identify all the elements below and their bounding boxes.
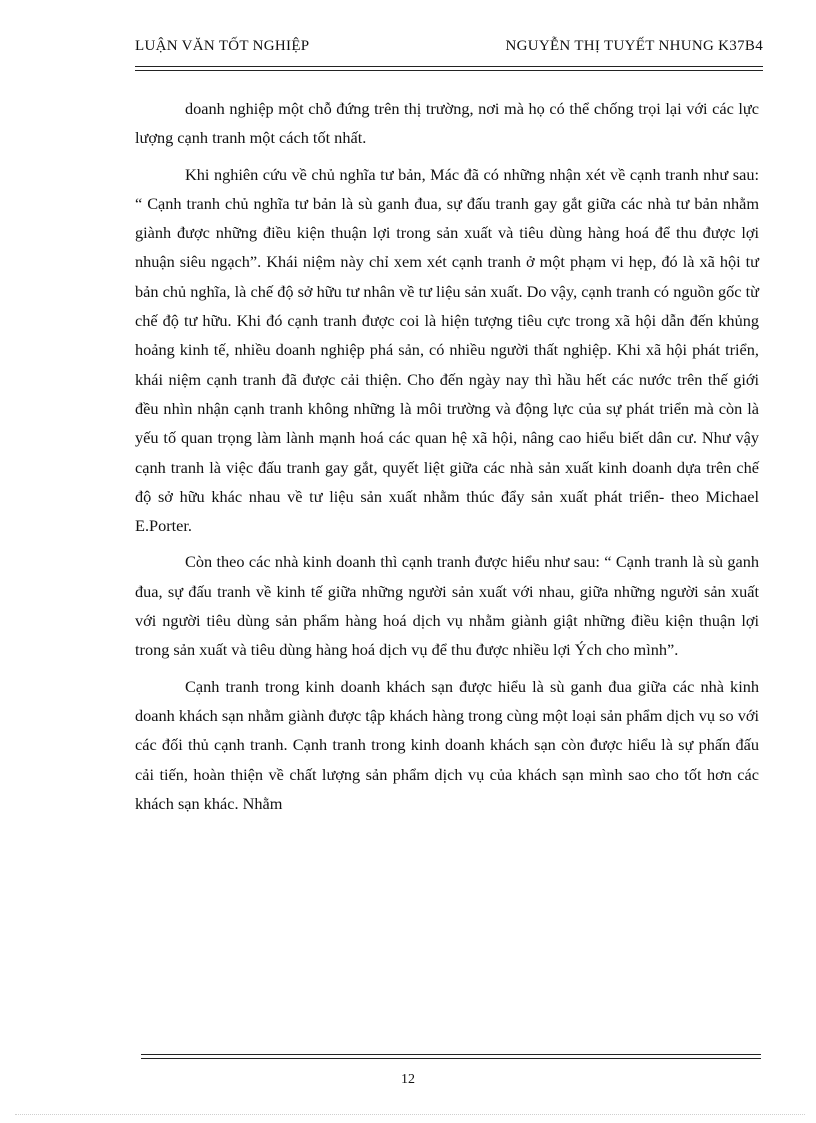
paragraph-4: Cạnh tranh trong kinh doanh khách sạn được hiểu là sù ganh đua giữa các nhà kinh doanh khách sạn nhằm giành được tập khách hàng trong cùng một loại sản phẩm dịch vụ so với các đối thủ cạnh tranh. Cạnh tranh trong kinh doanh khách sạn còn được hiểu là sự phấn đấu cải tiến, hoàn thiện về chất lượng sản phẩm dịch vụ của khách sạn mình sao cho tốt hơn các khách sạn khác. Nhằm: [135, 676, 759, 813]
header-author: NGUYỄN THỊ TUYẾT NHUNG K37B4: [505, 38, 763, 54]
page-header: [135, 38, 763, 60]
page-number: 12: [401, 1072, 415, 1087]
body-text: [135, 94, 759, 825]
footer-rule-bottom: [141, 1058, 761, 1059]
paragraph-3: Còn theo các nhà kinh doanh thì cạnh tranh được hiểu như sau: “ Cạnh tranh là sù ganh đua, sự đấu tranh về kinh tế giữa những người sản xuất với nhau, giữa những người sản xuất với người tiêu dùng sản phẩm hàng hoá dịch vụ nhằm giành giật những điều kiện thuận lợi trong sản xuất và tiêu dùng hàng hoá dịch vụ để thu được nhiều lợi Ých cho mình”.: [135, 552, 759, 660]
header-thesis-title: LUẬN VĂN TỐT NGHIỆP: [135, 38, 310, 54]
header-rule-top: [135, 66, 763, 67]
page-edge-divider: [15, 1114, 805, 1115]
paragraph-2: Khi nghiên cứu về chủ nghĩa tư bản, Mác đã có những nhận xét về cạnh tranh như sau: “ Cạnh tranh chủ nghĩa tư bản là sù ganh đua, sự đấu tranh gay gắt giữa các nhà tư bản nhằm giành được những điều kiện thuận lợi trong sản xuất và tiêu dùng hàng hoá để thu được lợi nhuận siêu ngạch”. Khái niệm này chỉ xem xét cạnh tranh ở một phạm vi hẹp, đó là xã hội tư bản chủ nghĩa, là chế độ sở hữu tư nhân về tư liệu sản xuất. Do vậy, cạnh tranh có nguồn gốc từ chế độ tư hữu. Khi đó cạnh tranh được coi là hiện tượng tiêu cực trong xã hội dẫn đến khủng hoảng kinh tế, nhiều doanh nghiệp phá sản, có nhiều người thất nghiệp. Khi xã hội phát triển, khái niệm cạnh tranh đã được cải thiện. Cho đến ngày nay thì hầu hết các nước trên thế giới đều nhìn nhận cạnh tranh không những là môi trường và động lực của sự phát triển mà còn là yếu tố quan trọng làm lành mạnh hoá các quan hệ xã hội, nâng cao hiểu biết dân cư. Như vậy cạnh tranh là việc đấu tranh gay gắt, quyết liệt giữa các nhà sản xuất kinh doanh dựa trên chế độ sở hữu khác nhau về tư liệu sản xuất nhằm thúc đẩy sản xuất phát triển- theo Michael E.Porter.: [135, 164, 759, 536]
paragraph-1: doanh nghiệp một chỗ đứng trên thị trường, nơi mà họ có thể chống trọi lại với các lực lượng cạnh tranh một cách tốt nhất.: [135, 99, 759, 148]
header-rule-bottom: [135, 70, 763, 71]
footer-rule-top: [141, 1054, 761, 1055]
